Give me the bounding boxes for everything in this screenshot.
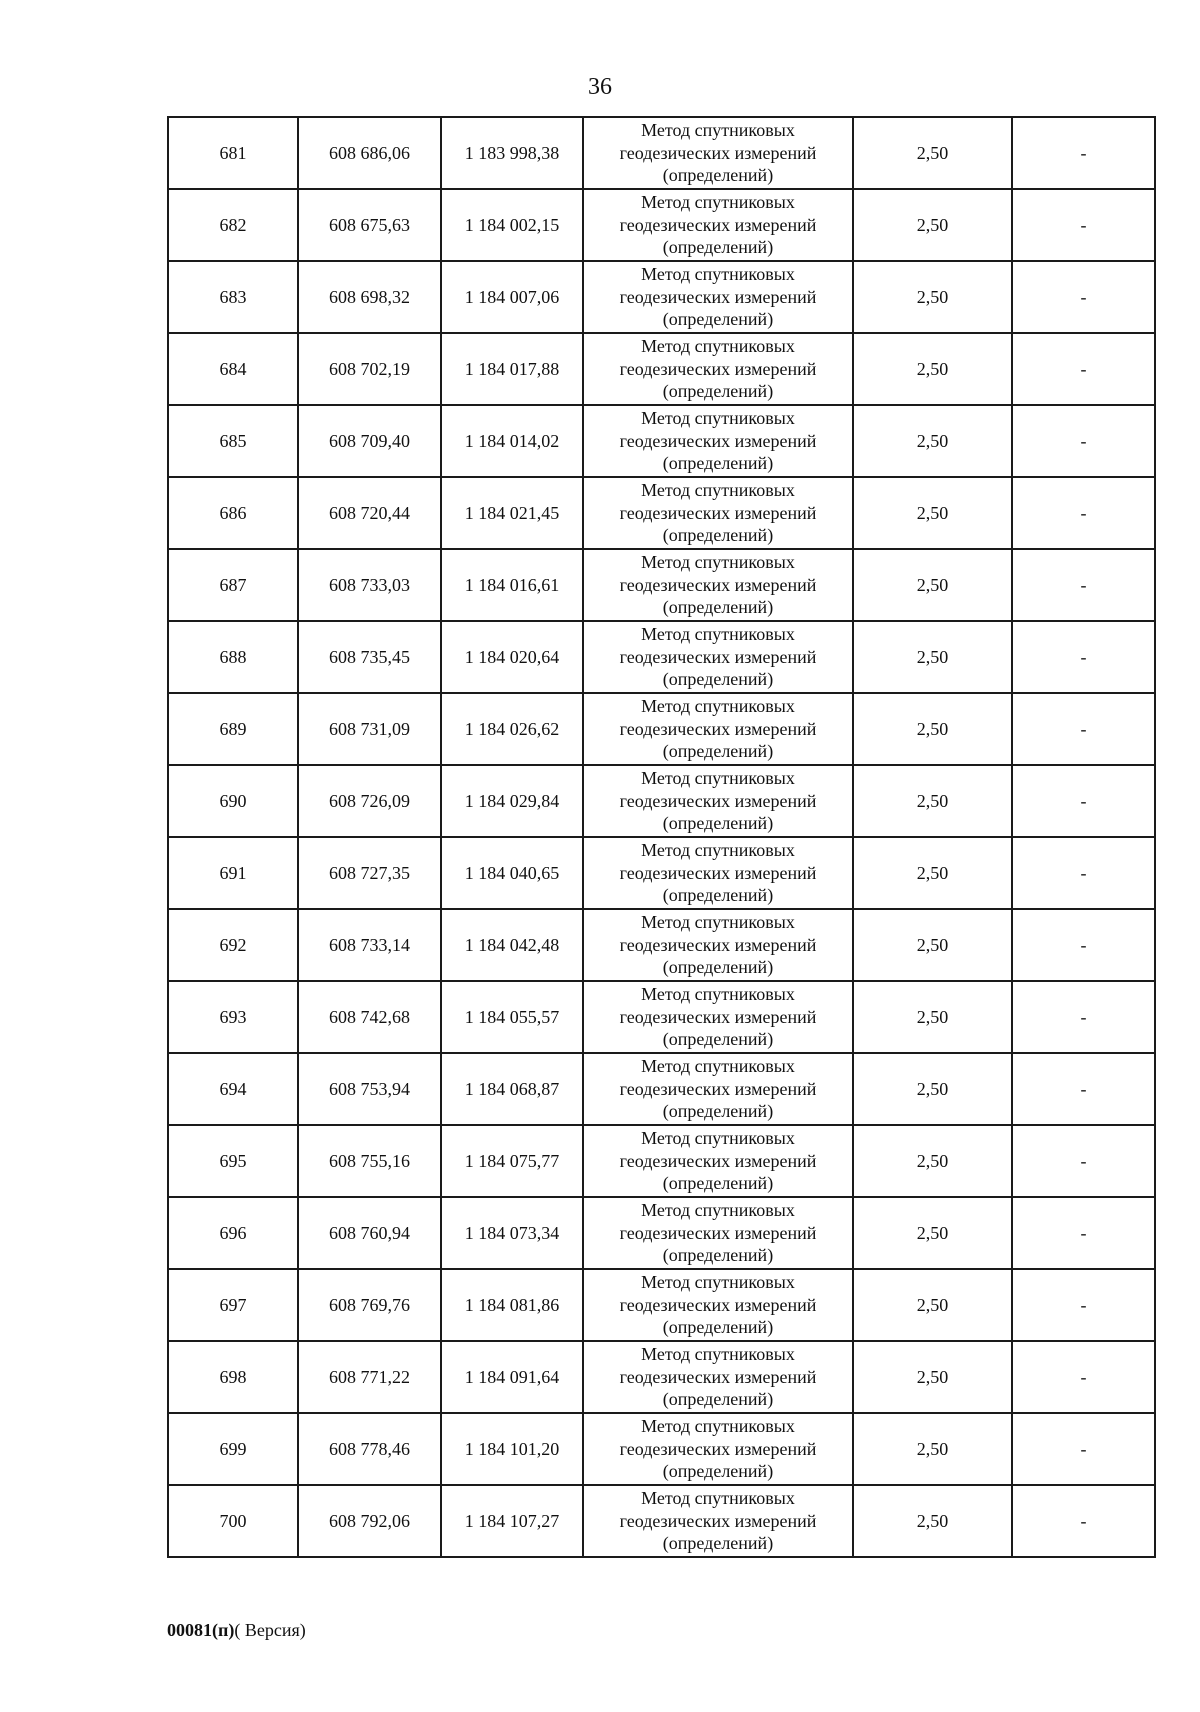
method-line-1: Метод спутниковых — [641, 840, 795, 861]
table-row — [168, 981, 1155, 1053]
method-line-1: Метод спутниковых — [641, 1488, 795, 1509]
x-coordinate-cell: 608 733,14 — [298, 909, 441, 981]
description-cell: - — [1012, 621, 1155, 693]
method-line-3: (определений) — [662, 813, 774, 834]
description-cell: - — [1012, 477, 1155, 549]
x-coordinate-cell: 608 675,63 — [298, 189, 441, 261]
precision-cell: 2,50 — [853, 333, 1012, 405]
method-line-3: (определений) — [662, 1029, 774, 1050]
method-line-1: Метод спутниковых — [641, 1416, 795, 1437]
method-line-1: Метод спутниковых — [641, 624, 795, 645]
method-line-1: Метод спутниковых — [641, 1344, 795, 1365]
method-cell — [583, 981, 853, 1053]
precision-cell: 2,50 — [853, 621, 1012, 693]
x-coordinate-cell: 608 731,09 — [298, 693, 441, 765]
method-line-3: (определений) — [662, 1101, 774, 1122]
method-line-2: геодезических измерений — [619, 286, 817, 307]
x-coordinate-cell: 608 735,45 — [298, 621, 441, 693]
table-row — [168, 1053, 1155, 1125]
method-line-3: (определений) — [662, 381, 774, 402]
method-line-2: геодезических измерений — [619, 574, 817, 595]
table-row — [168, 261, 1155, 333]
description-cell: - — [1012, 909, 1155, 981]
table-row — [168, 189, 1155, 261]
x-coordinate-cell: 608 720,44 — [298, 477, 441, 549]
method-line-1: Метод спутниковых — [641, 1056, 795, 1077]
method-line-2: геодезических измерений — [619, 1150, 817, 1171]
method-line-2: геодезических измерений — [619, 862, 817, 883]
table-row — [168, 333, 1155, 405]
precision-cell: 2,50 — [853, 1053, 1012, 1125]
coordinates-table — [167, 116, 1156, 1558]
x-coordinate-cell: 608 702,19 — [298, 333, 441, 405]
table-row — [168, 1125, 1155, 1197]
method-cell — [583, 1413, 853, 1485]
description-cell: - — [1012, 1197, 1155, 1269]
x-coordinate-cell: 608 742,68 — [298, 981, 441, 1053]
x-coordinate-cell: 608 769,76 — [298, 1269, 441, 1341]
precision-cell: 2,50 — [853, 1125, 1012, 1197]
method-line-3: (определений) — [662, 741, 774, 762]
y-coordinate-cell: 1 184 075,77 — [441, 1125, 583, 1197]
y-coordinate-cell: 1 184 091,64 — [441, 1341, 583, 1413]
method-line-2: геодезических измерений — [619, 1078, 817, 1099]
x-coordinate-cell: 608 771,22 — [298, 1341, 441, 1413]
method-line-3: (определений) — [662, 1317, 774, 1338]
precision-cell: 2,50 — [853, 909, 1012, 981]
y-coordinate-cell: 1 184 021,45 — [441, 477, 583, 549]
precision-cell: 2,50 — [853, 405, 1012, 477]
method-line-2: геодезических измерений — [619, 430, 817, 451]
method-line-2: геодезических измерений — [619, 1294, 817, 1315]
method-line-2: геодезических измерений — [619, 214, 817, 235]
description-cell: - — [1012, 1053, 1155, 1125]
method-line-3: (определений) — [662, 165, 774, 186]
point-number-cell: 693 — [168, 981, 298, 1053]
table-row — [168, 1413, 1155, 1485]
table-row — [168, 693, 1155, 765]
method-cell — [583, 189, 853, 261]
method-cell — [583, 1269, 853, 1341]
precision-cell: 2,50 — [853, 981, 1012, 1053]
point-number-cell: 684 — [168, 333, 298, 405]
precision-cell: 2,50 — [853, 1485, 1012, 1557]
point-number-cell: 698 — [168, 1341, 298, 1413]
table-row — [168, 1341, 1155, 1413]
method-cell — [583, 477, 853, 549]
method-line-3: (определений) — [662, 237, 774, 258]
x-coordinate-cell: 608 778,46 — [298, 1413, 441, 1485]
y-coordinate-cell: 1 184 107,27 — [441, 1485, 583, 1557]
table-row — [168, 1269, 1155, 1341]
method-line-1: Метод спутниковых — [641, 696, 795, 717]
description-cell: - — [1012, 405, 1155, 477]
method-line-3: (определений) — [662, 597, 774, 618]
precision-cell: 2,50 — [853, 1413, 1012, 1485]
table-row — [168, 549, 1155, 621]
method-line-1: Метод спутниковых — [641, 408, 795, 429]
y-coordinate-cell: 1 184 040,65 — [441, 837, 583, 909]
method-line-1: Метод спутниковых — [641, 336, 795, 357]
y-coordinate-cell: 1 184 016,61 — [441, 549, 583, 621]
precision-cell: 2,50 — [853, 549, 1012, 621]
coordinates-table-body — [168, 117, 1155, 1557]
precision-cell: 2,50 — [853, 693, 1012, 765]
method-cell — [583, 909, 853, 981]
method-cell — [583, 333, 853, 405]
method-cell — [583, 1197, 853, 1269]
method-cell — [583, 1485, 853, 1557]
y-coordinate-cell: 1 184 029,84 — [441, 765, 583, 837]
description-cell: - — [1012, 1413, 1155, 1485]
precision-cell: 2,50 — [853, 189, 1012, 261]
method-line-1: Метод спутниковых — [641, 1272, 795, 1293]
point-number-cell: 685 — [168, 405, 298, 477]
x-coordinate-cell: 608 686,06 — [298, 117, 441, 189]
form-code: 00081(п) — [167, 1620, 235, 1640]
page-number: 36 — [588, 74, 612, 100]
method-line-2: геодезических измерений — [619, 1006, 817, 1027]
precision-cell: 2,50 — [853, 765, 1012, 837]
method-line-1: Метод спутниковых — [641, 1128, 795, 1149]
point-number-cell: 692 — [168, 909, 298, 981]
point-number-cell: 687 — [168, 549, 298, 621]
table-row — [168, 1485, 1155, 1557]
y-coordinate-cell: 1 184 002,15 — [441, 189, 583, 261]
method-line-1: Метод спутниковых — [641, 480, 795, 501]
method-line-3: (определений) — [662, 1245, 774, 1266]
point-number-cell: 688 — [168, 621, 298, 693]
point-number-cell: 683 — [168, 261, 298, 333]
method-line-2: геодезических измерений — [619, 1438, 817, 1459]
table-row — [168, 837, 1155, 909]
description-cell: - — [1012, 261, 1155, 333]
y-coordinate-cell: 1 184 081,86 — [441, 1269, 583, 1341]
description-cell: - — [1012, 333, 1155, 405]
method-line-3: (определений) — [662, 1389, 774, 1410]
x-coordinate-cell: 608 709,40 — [298, 405, 441, 477]
table-row — [168, 477, 1155, 549]
precision-cell: 2,50 — [853, 477, 1012, 549]
method-line-3: (определений) — [662, 309, 774, 330]
x-coordinate-cell: 608 755,16 — [298, 1125, 441, 1197]
description-cell: - — [1012, 765, 1155, 837]
description-cell: - — [1012, 189, 1155, 261]
method-line-3: (определений) — [662, 453, 774, 474]
precision-cell: 2,50 — [853, 1269, 1012, 1341]
table-row — [168, 765, 1155, 837]
x-coordinate-cell: 608 792,06 — [298, 1485, 441, 1557]
description-cell: - — [1012, 1341, 1155, 1413]
method-line-3: (определений) — [662, 1533, 774, 1554]
description-cell: - — [1012, 117, 1155, 189]
method-line-2: геодезических измерений — [619, 502, 817, 523]
description-cell: - — [1012, 693, 1155, 765]
point-number-cell: 689 — [168, 693, 298, 765]
x-coordinate-cell: 608 753,94 — [298, 1053, 441, 1125]
method-cell — [583, 549, 853, 621]
version-label: ( Версия) — [234, 1620, 306, 1640]
document-footer — [167, 1618, 306, 1642]
y-coordinate-cell: 1 184 020,64 — [441, 621, 583, 693]
method-line-1: Метод спутниковых — [641, 984, 795, 1005]
method-cell — [583, 837, 853, 909]
description-cell: - — [1012, 1125, 1155, 1197]
y-coordinate-cell: 1 184 007,06 — [441, 261, 583, 333]
x-coordinate-cell: 608 726,09 — [298, 765, 441, 837]
point-number-cell: 695 — [168, 1125, 298, 1197]
method-line-2: геодезических измерений — [619, 142, 817, 163]
table-row — [168, 909, 1155, 981]
method-cell — [583, 621, 853, 693]
method-line-3: (определений) — [662, 957, 774, 978]
method-line-2: геодезических измерений — [619, 790, 817, 811]
method-cell — [583, 693, 853, 765]
point-number-cell: 694 — [168, 1053, 298, 1125]
point-number-cell: 682 — [168, 189, 298, 261]
method-line-2: геодезических измерений — [619, 934, 817, 955]
table-row — [168, 621, 1155, 693]
description-cell: - — [1012, 981, 1155, 1053]
x-coordinate-cell: 608 727,35 — [298, 837, 441, 909]
x-coordinate-cell: 608 698,32 — [298, 261, 441, 333]
method-cell — [583, 261, 853, 333]
method-line-3: (определений) — [662, 1461, 774, 1482]
method-line-2: геодезических измерений — [619, 646, 817, 667]
method-line-2: геодезических измерений — [619, 358, 817, 379]
method-line-3: (определений) — [662, 669, 774, 690]
description-cell: - — [1012, 1485, 1155, 1557]
table-row — [168, 117, 1155, 189]
point-number-cell: 700 — [168, 1485, 298, 1557]
table-row — [168, 1197, 1155, 1269]
point-number-cell: 699 — [168, 1413, 298, 1485]
method-cell — [583, 1125, 853, 1197]
method-line-1: Метод спутниковых — [641, 192, 795, 213]
method-line-1: Метод спутниковых — [641, 912, 795, 933]
method-line-1: Метод спутниковых — [641, 120, 795, 141]
y-coordinate-cell: 1 184 068,87 — [441, 1053, 583, 1125]
method-cell — [583, 405, 853, 477]
method-cell — [583, 1341, 853, 1413]
method-line-1: Метод спутниковых — [641, 552, 795, 573]
y-coordinate-cell: 1 184 101,20 — [441, 1413, 583, 1485]
precision-cell: 2,50 — [853, 837, 1012, 909]
x-coordinate-cell: 608 733,03 — [298, 549, 441, 621]
method-line-3: (определений) — [662, 525, 774, 546]
y-coordinate-cell: 1 183 998,38 — [441, 117, 583, 189]
method-line-2: геодезических измерений — [619, 718, 817, 739]
method-line-2: геодезических измерений — [619, 1366, 817, 1387]
y-coordinate-cell: 1 184 014,02 — [441, 405, 583, 477]
method-cell — [583, 765, 853, 837]
method-line-2: геодезических измерений — [619, 1510, 817, 1531]
y-coordinate-cell: 1 184 042,48 — [441, 909, 583, 981]
point-number-cell: 681 — [168, 117, 298, 189]
method-cell — [583, 1053, 853, 1125]
description-cell: - — [1012, 837, 1155, 909]
method-line-2: геодезических измерений — [619, 1222, 817, 1243]
y-coordinate-cell: 1 184 055,57 — [441, 981, 583, 1053]
y-coordinate-cell: 1 184 073,34 — [441, 1197, 583, 1269]
method-line-3: (определений) — [662, 885, 774, 906]
point-number-cell: 686 — [168, 477, 298, 549]
precision-cell: 2,50 — [853, 117, 1012, 189]
description-cell: - — [1012, 549, 1155, 621]
y-coordinate-cell: 1 184 017,88 — [441, 333, 583, 405]
x-coordinate-cell: 608 760,94 — [298, 1197, 441, 1269]
method-line-1: Метод спутниковых — [641, 1200, 795, 1221]
table-row — [168, 405, 1155, 477]
precision-cell: 2,50 — [853, 261, 1012, 333]
method-line-1: Метод спутниковых — [641, 264, 795, 285]
method-line-3: (определений) — [662, 1173, 774, 1194]
point-number-cell: 691 — [168, 837, 298, 909]
point-number-cell: 690 — [168, 765, 298, 837]
method-cell — [583, 117, 853, 189]
description-cell: - — [1012, 1269, 1155, 1341]
point-number-cell: 697 — [168, 1269, 298, 1341]
point-number-cell: 696 — [168, 1197, 298, 1269]
y-coordinate-cell: 1 184 026,62 — [441, 693, 583, 765]
precision-cell: 2,50 — [853, 1341, 1012, 1413]
precision-cell: 2,50 — [853, 1197, 1012, 1269]
method-line-1: Метод спутниковых — [641, 768, 795, 789]
